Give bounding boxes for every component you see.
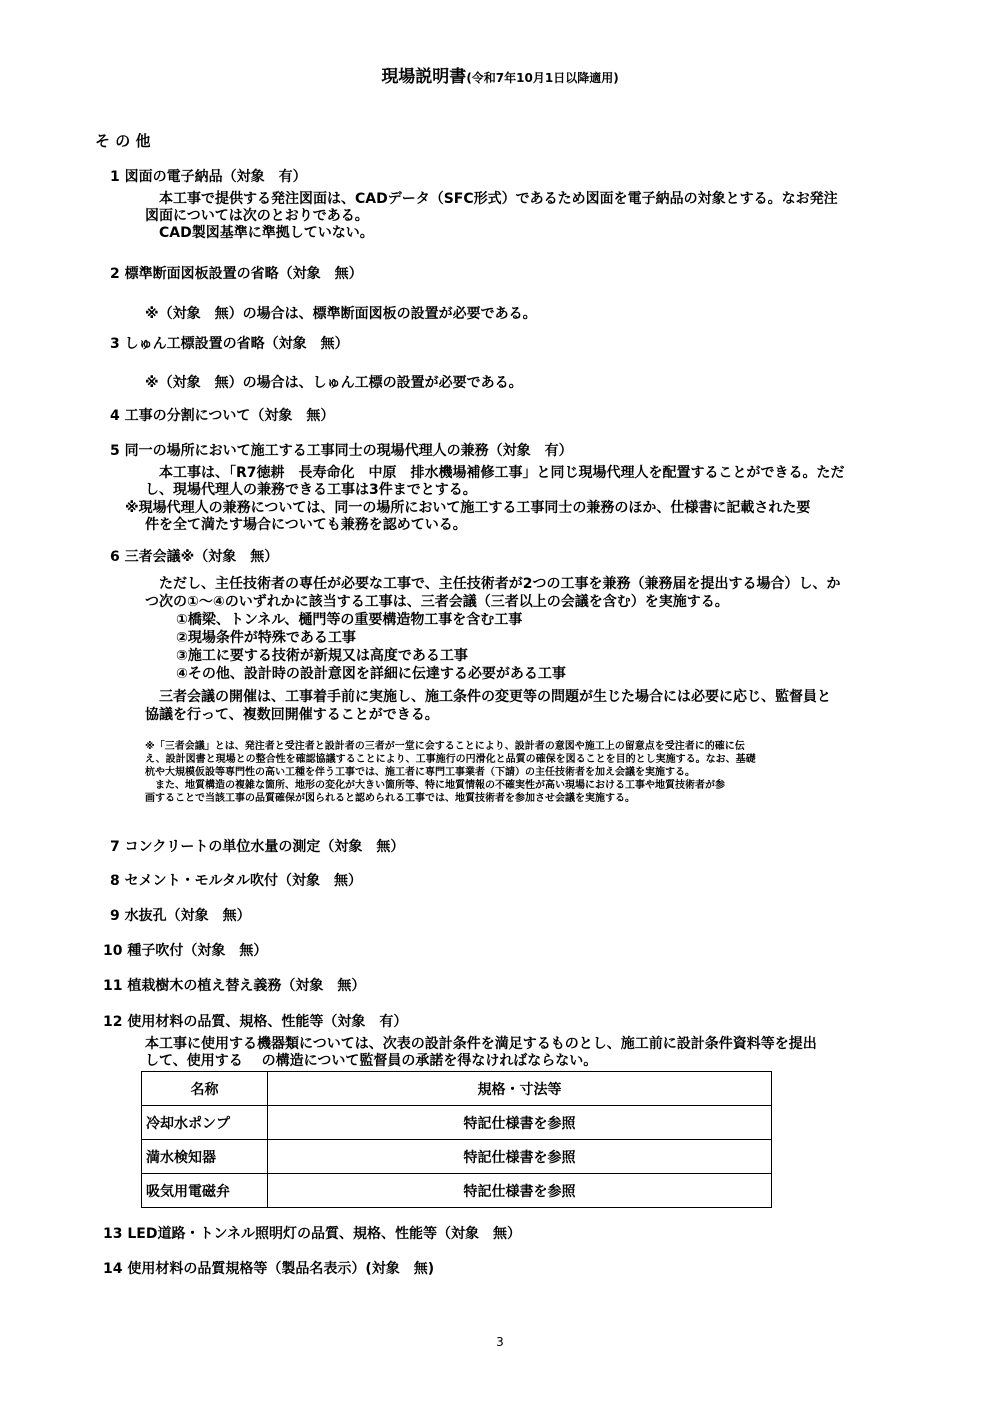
item-3-line-1: ※（対象 無）の場合は、しゅん工標の設置が必要である。 [145, 375, 523, 391]
item-9-heading: 9 水抜孔（対象 無） [110, 908, 251, 924]
item-12-line-2: して、使用する の構造について監督員の承諾を得なければならない。 [145, 1053, 598, 1069]
table-cell-name: 冷却水ポンプ [142, 1106, 268, 1140]
item-6-sub-2: ②現場条件が特殊である工事 [176, 630, 356, 646]
item-1-line-2: 図面については次のとおりである。 [145, 208, 369, 224]
item-1-line-3: CAD製図基準に準拠していない。 [145, 225, 374, 241]
item-1-heading: 1 図面の電子納品（対象 有） [110, 169, 307, 185]
item-5-note-1: ※現場代理人の兼務については、同一の場所において施工する工事同士の兼務のほか、仕様書に記載された要 [125, 500, 811, 516]
item-12-heading: 12 使用材料の品質、規格、性能等（対象 有） [103, 1014, 408, 1030]
table-row [142, 1174, 772, 1208]
item-7-heading: 7 コンクリートの単位水量の測定（対象 無） [110, 839, 405, 855]
item-3-heading: 3 しゅん工標設置の省略（対象 無） [110, 336, 349, 352]
title-main: 現場説明書 [381, 67, 467, 87]
table-cell-spec: 特記仕様書を参照 [268, 1140, 772, 1174]
item-6-heading: 6 三者会議※（対象 無） [110, 549, 279, 565]
item-6-sub-1: ①橋梁、トンネル、樋門等の重要構造物工事を含む工事 [176, 612, 523, 628]
item-6-after-1: 三者会議の開催は、工事着手前に実施し、施工条件の変更等の問題が生じた場合には必要に応じ、監督員と [145, 689, 831, 705]
item-6-small-3: 杭や大規模仮設等専門性の高い工種を伴う工事では、施工者に専門工事業者（下請）の主任技術者を加え会議を実施する。 [145, 767, 695, 778]
table-header-spec: 規格・寸法等 [268, 1072, 772, 1106]
item-6-sub-4: ④その他、設計時の設計意図を詳細に伝達する必要がある工事 [176, 666, 566, 682]
item-6-small-2: え、設計図書と現場との整合性を確認協議することにより、工事施行の円滑化と品質の確保を図ることを目的とし実施する。なお、基礎 [145, 754, 756, 765]
item-11-heading: 11 植栽樹木の植え替え義務（対象 無） [103, 978, 366, 994]
spec-table [141, 1071, 772, 1208]
item-6-small-1: ※「三者会議」とは、発注者と受注者と設計者の三者が一堂に会することにより、設計者の意図や施工上の留意点を受注者に的確に伝 [145, 741, 745, 752]
item-6-small-4: また、地質構造の複雑な箇所、地形の変化が大きい箇所等、特に地質情報の不確実性が高い現場における工事や地質技術者が参 [145, 780, 725, 791]
item-5-line-2: し、現場代理人の兼務できる工事は3件までとする。 [145, 482, 477, 498]
item-12-line-1: 本工事に使用する機器類については、次表の設計条件を満足するものとし、施工前に設計条件資料等を提出 [145, 1036, 817, 1052]
item-6-sub-3: ③施工に要する技術が新規又は高度である工事 [176, 648, 468, 664]
table-cell-spec: 特記仕様書を参照 [268, 1174, 772, 1208]
title-sub: (令和7年10月1日以降適用) [466, 71, 619, 85]
table-row [142, 1140, 772, 1174]
page-number: 3 [496, 1335, 504, 1349]
section-header: そ の 他 [95, 132, 151, 150]
item-5-line-1: 本工事は、「R7徳耕 長寿命化 中原 排水機場補修工事」と同じ現場代理人を配置することができる。ただ [145, 465, 845, 481]
item-2-heading: 2 標準断面図板設置の省略（対象 無） [110, 266, 363, 282]
table-cell-spec: 特記仕様書を参照 [268, 1106, 772, 1140]
item-5-note-2: 件を全て満たす場合についても兼務を認めている。 [145, 517, 467, 533]
table-header-name: 名称 [142, 1072, 268, 1106]
table-cell-name: 吸気用電磁弁 [142, 1174, 268, 1208]
item-2-line-1: ※（対象 無）の場合は、標準断面図板の設置が必要である。 [145, 306, 537, 322]
item-14-heading: 14 使用材料の品質規格等（製品名表示）(対象 無) [103, 1261, 435, 1277]
item-5-heading: 5 同一の場所において施工する工事同士の現場代理人の兼務（対象 有） [110, 443, 573, 459]
item-10-heading: 10 種子吹付（対象 無） [103, 943, 268, 959]
table-row [142, 1106, 772, 1140]
item-6-small-5: 画することで当該工事の品質確保が図られると認められる工事では、地質技術者を参加させ会議を実施する。 [145, 793, 635, 804]
item-6-after-2: 協議を行って、複数回開催することができる。 [145, 707, 439, 723]
page-title [0, 62, 1000, 87]
item-1-line-1: 本工事で提供する発注図面は、CADデータ（SFC形式）であるため図面を電子納品の対象とする。なお発注 [145, 191, 838, 207]
item-4-heading: 4 工事の分割について（対象 無） [110, 408, 335, 424]
item-6-line-1: ただし、主任技術者の専任が必要な工事で、主任技術者が2つの工事を兼務（兼務届を提出する場合）し、か [145, 576, 841, 592]
item-8-heading: 8 セメント・モルタル吹付（対象 無） [110, 873, 363, 889]
table-header-row [142, 1072, 772, 1106]
item-13-heading: 13 LED道路・トンネル照明灯の品質、規格、性能等（対象 無） [103, 1226, 522, 1242]
table-cell-name: 満水検知器 [142, 1140, 268, 1174]
item-6-line-2: つ次の①～④のいずれかに該当する工事は、三者会議（三者以上の会議を含む）を実施する。 [145, 594, 729, 610]
